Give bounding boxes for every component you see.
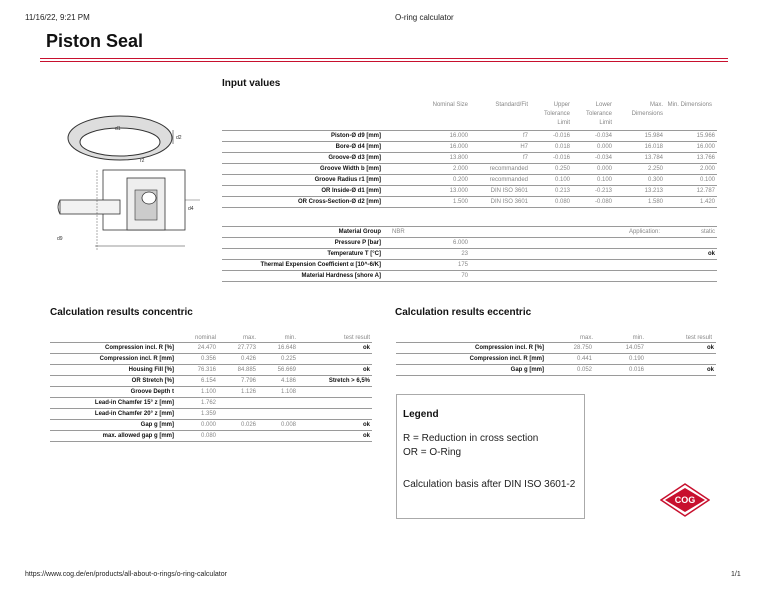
eccentric-results-title: Calculation results eccentric [395,307,532,318]
cell-min: 4.186 [258,376,298,387]
cell-lower: -0.213 [572,186,614,197]
cell-max: 27.773 [218,343,258,354]
conc-col-nominal: nominal [194,335,216,341]
cell-upper: -0.016 [530,131,572,142]
cell-result [298,387,372,398]
input-col-lower: Lower Tolerance Limit [585,102,612,126]
cell-result: ok [298,343,372,354]
cell-nominal: 1.359 [176,409,218,420]
cell-fit: DIN ISO 3601 [470,197,530,208]
cell-result [298,409,372,420]
row-label: Groove Radius r1 [mm] [222,175,383,186]
eccentric-results-table [396,342,716,376]
title-divider-top [40,58,728,59]
conc-col-min: min. [284,335,296,341]
input-dimensions-table [222,130,717,208]
cell-nominal: 13.800 [383,153,470,164]
table-row [222,142,717,153]
cell-result: ok [298,420,372,431]
cell-extra-value [662,260,717,271]
cell-upper: 0.080 [530,197,572,208]
cell-nominal: 1.100 [176,387,218,398]
table-row [50,398,372,409]
table-row [50,409,372,420]
row-label: Temperature T [°C] [222,249,383,260]
conc-col-result: test result [343,335,370,341]
concentric-results-title: Calculation results concentric [50,307,193,318]
table-row [50,431,372,442]
cell-nominal: 2.000 [383,164,470,175]
logo-text: COG [674,495,696,505]
table-row [50,354,372,365]
material-table [222,226,717,282]
cell-fit: f7 [470,153,530,164]
cell-value: 175 [383,260,470,271]
cell-value: 70 [383,271,470,282]
cell-nominal: 16.000 [383,131,470,142]
svg-text:d9: d9 [57,236,63,242]
table-row [50,343,372,354]
cog-logo [660,483,710,517]
cell-max: 13.784 [614,153,665,164]
cell-extra-value [662,271,717,282]
cell-lower: -0.080 [572,197,614,208]
table-row [222,197,717,208]
legend-line-oring: OR = O-Ring [403,447,462,458]
cell-lower: -0.034 [572,153,614,164]
table-row [222,227,717,238]
legend-title: Legend [403,409,439,420]
cell-min: 56.669 [258,365,298,376]
cell-max: 0.052 [546,365,594,376]
cell-extra-label [470,249,662,260]
cell-max: 15.984 [614,131,665,142]
table-row [222,153,717,164]
table-row [222,271,717,282]
cell-extra-value: ok [662,249,717,260]
input-col-max: Max. Dimensions [631,102,663,117]
cell-lower: -0.034 [572,131,614,142]
row-label: OR Inside-Ø d1 [mm] [222,186,383,197]
row-label: Groove Depth t [50,387,176,398]
cell-min: 1.108 [258,387,298,398]
cell-lower: 0.100 [572,175,614,186]
ecc-col-result: test result [685,335,712,341]
cell-result [646,354,716,365]
cell-value: NBR [383,227,470,238]
svg-text:d4: d4 [188,206,194,212]
cell-nominal: 24.470 [176,343,218,354]
cell-upper: 0.018 [530,142,572,153]
cell-min: 0.008 [258,420,298,431]
row-label: OR Cross-Section-Ø d2 [mm] [222,197,383,208]
title-divider-bottom [40,61,728,62]
cell-max [218,409,258,420]
row-label: Compression incl. R [%] [50,343,176,354]
row-label: Groove-Ø d3 [mm] [222,153,383,164]
cell-min: 15.966 [665,131,717,142]
cell-fit: H7 [470,142,530,153]
input-col-upper: Upper Tolerance Limit [543,102,570,126]
svg-text:r2: r2 [140,158,145,164]
cell-max: 1.580 [614,197,665,208]
footer-url[interactable]: https://www.cog.de/en/products/all-about-o-rings/o-ring-calculator [25,571,227,578]
cell-max: 2.250 [614,164,665,175]
input-values-title: Input values [222,78,281,89]
cell-nominal: 0.000 [176,420,218,431]
print-datetime: 11/16/22, 9:21 PM [25,13,90,22]
row-label: Lead-in Chamfer 15° z [mm] [50,398,176,409]
cell-max: 1.126 [218,387,258,398]
cell-min: 0.190 [594,354,646,365]
cell-upper: -0.016 [530,153,572,164]
table-row [222,186,717,197]
cell-max: 0.026 [218,420,258,431]
cell-result: Stretch > 6,5% [298,376,372,387]
cell-fit: f7 [470,131,530,142]
cell-max: 13.213 [614,186,665,197]
svg-text:d2: d2 [176,135,182,141]
cell-result [298,398,372,409]
row-label: Housing Fill [%] [50,365,176,376]
page-title: Piston Seal [46,31,144,51]
cell-max: 84.885 [218,365,258,376]
cell-max: 0.426 [218,354,258,365]
row-label: Gap g [mm] [396,365,546,376]
cell-nominal: 16.000 [383,142,470,153]
cell-min: 1.420 [665,197,717,208]
svg-text:d1: d1 [115,126,121,132]
cell-fit: recommanded [470,164,530,175]
cell-min [258,409,298,420]
app-title: O-ring calculator [395,13,454,22]
cell-result: ok [298,365,372,376]
cell-nominal: 76.316 [176,365,218,376]
cell-lower: 0.000 [572,164,614,175]
cell-extra-label: Application: [470,227,662,238]
legend-line-basis: Calculation basis after DIN ISO 3601-2 [403,479,576,490]
row-label: Material Group [222,227,383,238]
cell-nominal: 0.200 [383,175,470,186]
cell-upper: 0.213 [530,186,572,197]
cell-min: 0.100 [665,175,717,186]
table-row [222,164,717,175]
cell-min: 13.766 [665,153,717,164]
legend-box [396,394,585,519]
cell-result: ok [298,431,372,442]
cell-nominal: 0.080 [176,431,218,442]
cell-value: 6.000 [383,238,470,249]
cell-fit: recommanded [470,175,530,186]
row-label: Material Hardness [shore A] [222,271,383,282]
cell-fit: DIN ISO 3601 [470,186,530,197]
footer-page-number: 1/1 [731,571,741,578]
row-label: Groove Width b [mm] [222,164,383,175]
table-row [222,249,717,260]
table-row [50,420,372,431]
conc-col-max: max. [242,335,256,341]
row-label: OR Stretch [%] [50,376,176,387]
cell-extra-value [662,238,717,249]
cell-extra-value: static [662,227,717,238]
table-row [50,365,372,376]
row-label: Bore-Ø d4 [mm] [222,142,383,153]
cell-max: 16.018 [614,142,665,153]
cell-min: 12.787 [665,186,717,197]
cell-min [258,398,298,409]
cell-result: ok [646,343,716,354]
row-label: Compression incl. R [mm] [396,354,546,365]
row-label: Lead-in Chamfer 20° z [mm] [50,409,176,420]
input-col-min: Min. Dimensions [667,102,712,108]
row-label: Thermal Expension Coefficient α [10^-6/K] [222,260,383,271]
table-row [396,354,716,365]
cell-min [258,431,298,442]
cell-upper: 0.100 [530,175,572,186]
table-row [222,238,717,249]
input-col-nominal: Nominal Size [432,102,468,108]
concentric-results-table [50,342,372,442]
cell-nominal: 1.762 [176,398,218,409]
legend-line-reduction: R = Reduction in cross section [403,433,539,444]
row-label: Compression incl. R [%] [396,343,546,354]
cell-min: 14.057 [594,343,646,354]
cell-nominal: 0.356 [176,354,218,365]
table-row [396,343,716,354]
cell-min: 2.000 [665,164,717,175]
cell-upper: 0.250 [530,164,572,175]
cell-min: 16.648 [258,343,298,354]
cell-min: 16.000 [665,142,717,153]
cell-extra-label [470,271,662,282]
table-row [222,175,717,186]
row-label: max. allowed gap g [mm] [50,431,176,442]
cell-extra-label [470,260,662,271]
cell-min: 0.225 [258,354,298,365]
row-label: Compression incl. R [mm] [50,354,176,365]
table-row [396,365,716,376]
table-row [50,387,372,398]
row-label: Piston-Ø d9 [mm] [222,131,383,142]
cell-min: 0.016 [594,365,646,376]
cell-max: 7.796 [218,376,258,387]
cell-extra-label [470,238,662,249]
cell-result [298,354,372,365]
cell-nominal: 1.500 [383,197,470,208]
cell-max [218,431,258,442]
cell-nominal: 6.154 [176,376,218,387]
cell-value: 23 [383,249,470,260]
ecc-col-max: max. [579,335,593,341]
cell-nominal: 13.000 [383,186,470,197]
cell-max: 0.300 [614,175,665,186]
cell-max: 28.750 [546,343,594,354]
row-label: Pressure P [bar] [222,238,383,249]
cell-result: ok [646,365,716,376]
ecc-col-min: min. [632,335,644,341]
input-col-fit: Standard/Fit [495,102,528,108]
table-row [50,376,372,387]
cell-lower: 0.000 [572,142,614,153]
table-row [222,260,717,271]
cell-max [218,398,258,409]
cell-max: 0.441 [546,354,594,365]
table-row [222,131,717,142]
row-label: Gap g [mm] [50,420,176,431]
piston-seal-drawing [55,100,215,250]
